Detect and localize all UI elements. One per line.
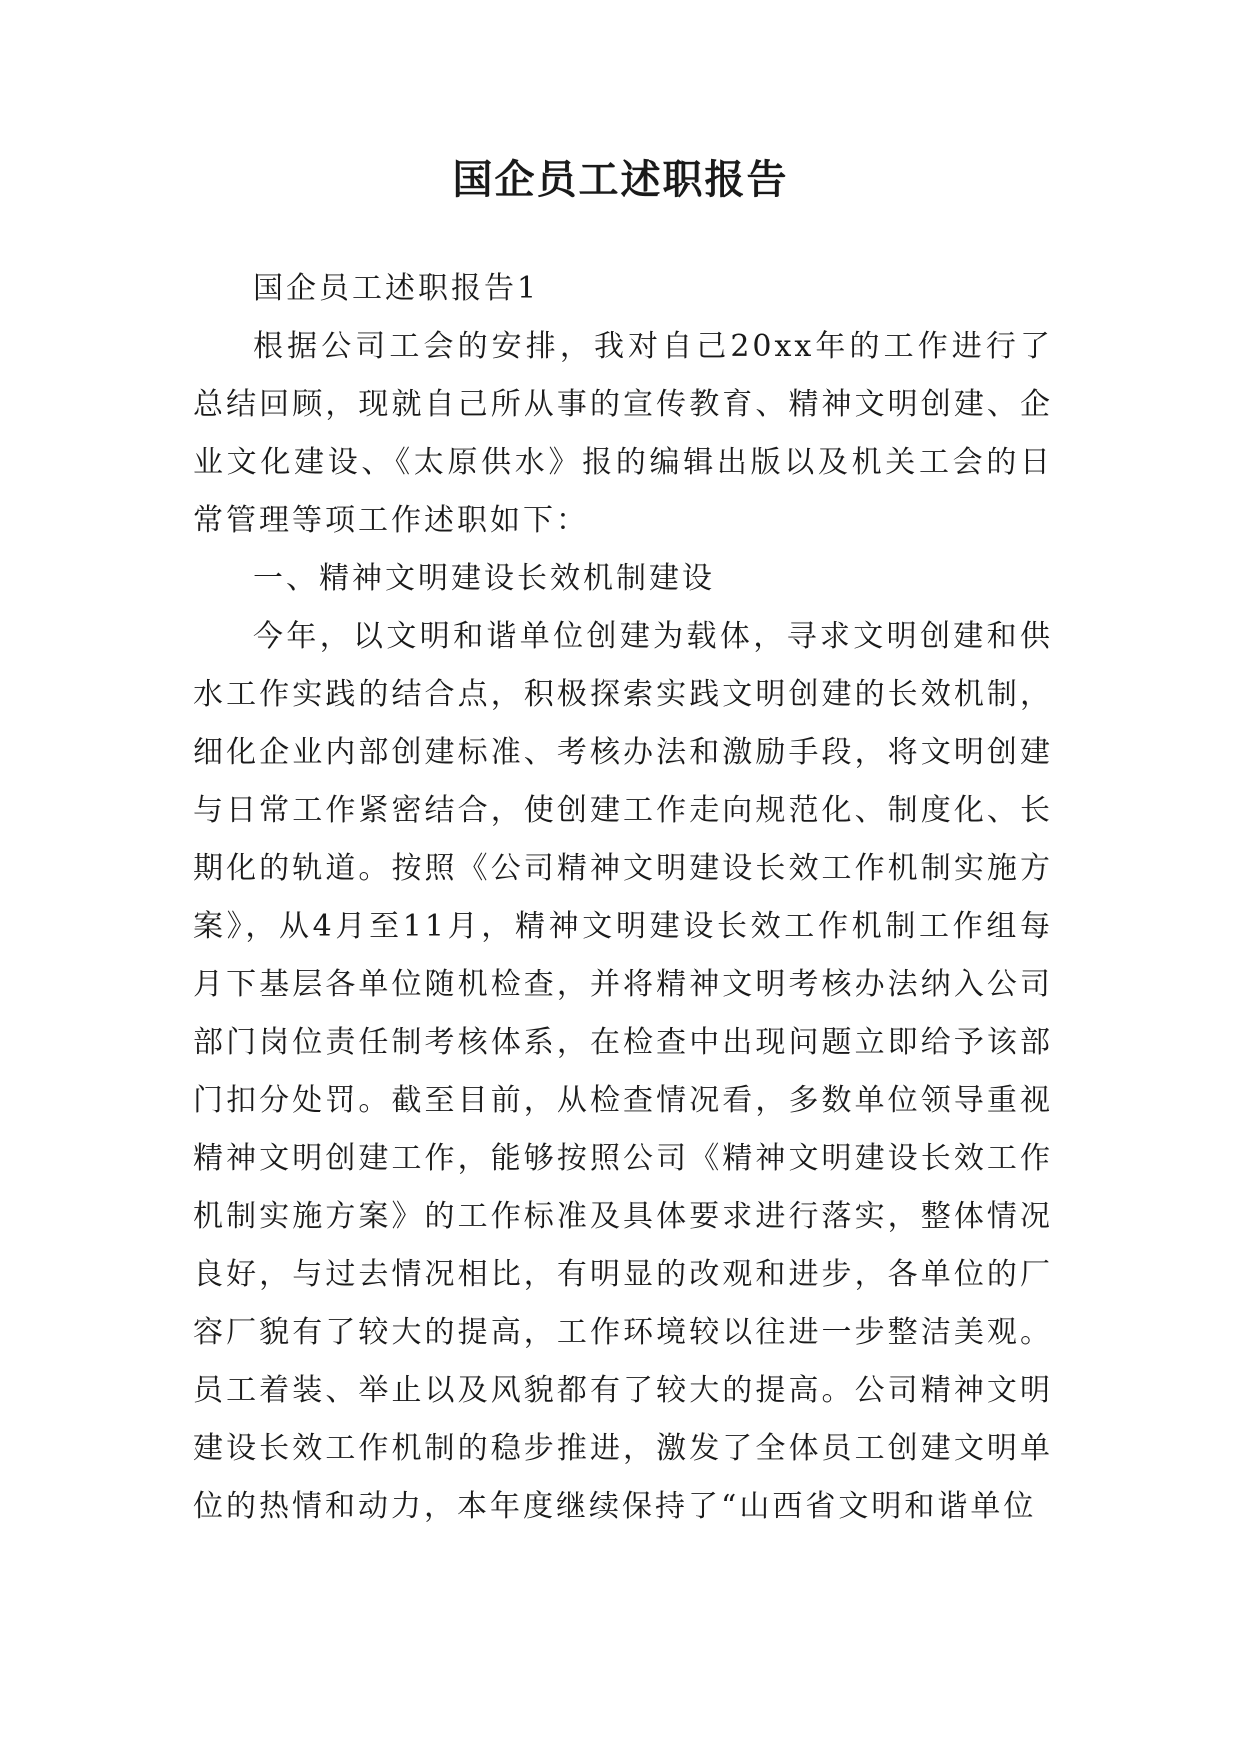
intro-paragraph: 根据公司工会的安排，我对自己20xx年的工作进行了总结回顾，现就自己所从事的宣传教育、精神文明创建、企业文化建设、《太原供水》报的编辑出版以及机关工会的日常管理等项工作述职如下：	[193, 329, 1053, 538]
document-title: 国企员工述职报告	[452, 156, 789, 203]
section-heading-report-1: 国企员工述职报告1	[253, 271, 540, 306]
document-body	[193, 260, 1053, 1536]
section-heading-1: 一、精神文明建设长效机制建设	[253, 561, 715, 596]
body-paragraph: 今年，以文明和谐单位创建为载体，寻求文明创建和供水工作实践的结合点，积极探索实践文明创建的长效机制，细化企业内部创建标准、考核办法和激励手段，将文明创建与日常工作紧密结合，使创建工作走向规范化、制度化、长期化的轨道。按照《公司精神文明建设长效工作机制实施方案》，从4月至11月，精神文明建设长效工作机制工作组每月下基层各单位随机检查，并将精神文明考核办法纳入公司部门岗位责任制考核体系，在检查中出现问题立即给予该部门扣分处罚。截至目前，从检查情况看，多数单位领导重视精神文明创建工作，能够按照公司《精神文明建设长效工作机制实施方案》的工作标准及具体要求进行落实，整体情况良好，与过去情况相比，有明显的改观和进步，各单位的厂容厂貌有了较大的提高，工作环境较以往进一步整洁美观。员工着装、举止以及风貌都有了较大的提高。公司精神文明建设长效工作机制的稳步推进，激发了全体员工创建文明单位的热情和动力，本年度继续保持了“山西省文明和谐单位	[193, 619, 1053, 1524]
